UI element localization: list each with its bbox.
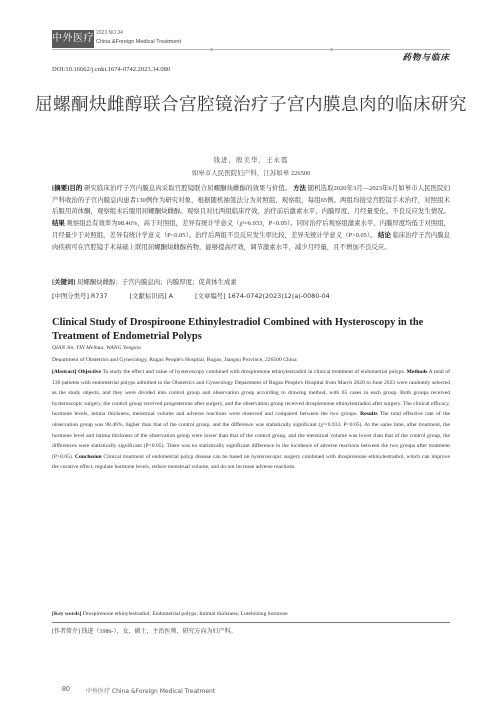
document-code: [文献标识码] A	[129, 292, 173, 300]
objective-label: 目的	[69, 185, 83, 192]
keywords-english	[52, 611, 450, 617]
footnote-rule	[52, 622, 450, 623]
footer-journal-name: 中外医疗 China &Foreign Medical Treatment	[86, 688, 216, 695]
header-rule-dot	[330, 48, 333, 51]
abstract-label: [摘要]	[52, 185, 70, 192]
doi: DOI:10.16662/j.cnki.1674-0742.2023.34.080	[52, 66, 171, 73]
header-rule	[52, 49, 450, 50]
results-label: Results	[360, 411, 378, 418]
conclusion-label: 结论	[378, 231, 391, 239]
objective-text: 研究临床治疗子宫内膜息肉采取宫腔镜联合屈螺酮炔雌醇的效果与价值。	[84, 185, 292, 192]
keywords-chinese	[52, 277, 450, 286]
title-chinese: 屈螺酮炔雌醇联合宫腔镜治疗子宫内膜息肉的临床研究	[35, 95, 467, 115]
column-tag: 药物与临床	[402, 52, 450, 62]
conclusion-label: Conclusion	[74, 453, 102, 460]
header-rule-dot	[210, 48, 213, 51]
methods-text: A total of 130 patients with endometrial polyps admitted to the Obstetrics and Gynecology Department of Rugao People's Hospital from March 2020 to June 2023 were randomly selected as the study objects, and they were divided into control group and observation group according to drawing method, with 65 cases in each group. Both groups received hysteroscopic surgery, the control group received progesterone after surgery, and the observation group received drospirenone ethinylestradiol after surgery. The clinical efficacy, hormone levels, intima thickness, menstrual volume and adverse reactions were observed and compared between the two groups.	[52, 369, 450, 418]
abstract-label: [Abstract]	[52, 369, 77, 375]
objective-text: To study the effect and value of hysteroscopy combined with drospirenone ethinylestradiol in clinical treatment of endometrial polyps.	[102, 369, 406, 375]
affiliation-chinese: 如皋市人民医院妇产科，江苏如皋 226500	[191, 170, 311, 177]
conclusion-text: Clinical treatment of endometrial polyp disease can be based on hysteroscopic surgery combined with drospirenone ethinylestradiol, which can improve the curative effect, regulate hormone levels, reduce menstrual volume, and do not increase adverse reactions.	[52, 453, 450, 471]
abstract-chinese	[52, 183, 450, 253]
results-text: The total effective rate of the observation group was 98.46%, higher than that of the control group, and the difference was statistically significant (χ²=6.933, P<0.05). At the same time, after treatment, the hormone level and intima thickness of the observation group were lower than that of the control group, and the menstrual volume was lower than that of the control group, the differences were statistically significant (P<0.05). There was no statistically significant difference in the incidence of adverse reactions between the two groups after treatment (P>0.05).	[52, 411, 450, 460]
abstract-english	[52, 367, 450, 473]
keywords-label: [Key words]	[52, 611, 82, 617]
conclusion-text: 临床治疗子宫内膜息肉疾病可在宫腔镜手术基础上联用屈螺酮炔雌醇药物，能够提高疗效，调节激素水平，减少月经量，且不增加不良反应。	[52, 231, 450, 251]
affiliation-english: Department of Obstetrics and Gynecology, Rugao People's Hospital, Rugao, Jiangsu Province, 226500 China	[52, 357, 297, 363]
results-text: 观察组总有效率为98.46%，高于对照组，差异有统计学意义（χ²=6.933，P<0.05）。同时治疗后观察组激素水平、内膜厚度均低于对照组，月经量少于对照组，差异有统计学意义（P<0.05）。治疗后两组不良反应发生率比较，差异无统计学意义（P>0.05）。	[52, 220, 451, 239]
article-number: [文章编号] 1674-0742(2023)12(a)-0080-04	[195, 292, 330, 300]
journal-logo: 中外医疗	[52, 30, 94, 48]
issue-number: 2023 NO.34	[96, 30, 123, 36]
keywords-text: Drospirenone ethinylestradiol; Endometrial polyps; Intimal thickness; Luteinizing hormone	[82, 611, 288, 617]
classification-codes	[52, 291, 450, 300]
methods-text: 随机选取2020年3月—2023年6月如皋市人民医院妇产科收治的子宫内膜息肉患者130例作为研究对象，根据随机抽签法分为对照组、观察组，每组65例。两组均接受宫腔镜手术治疗，对照组术后服用黄体酮，观察组术后服用屈螺酮炔雌醇。观察且对比两组临床疗效、治疗前后激素水平、内膜厚度、月经量变化、不良反应发生情况。	[52, 185, 450, 216]
methods-label: Methods	[406, 369, 428, 375]
keywords-text: 屈螺酮炔雌醇；子宫内膜息肉；内膜厚度；促黄体生成素	[77, 279, 237, 286]
objective-label: Objective	[78, 369, 102, 375]
journal-english-name: China &Foreign Medical Treatment	[96, 39, 181, 45]
page-number: 80	[62, 686, 70, 693]
authors-chinese: 钱进，殷美华，王永霞	[213, 157, 289, 164]
methods-label: 方法	[293, 185, 307, 192]
clc-number: [中图分类号] R737	[52, 292, 108, 300]
authors-english: QIAN Jin, YIN Meihua, WANG Yongxia	[52, 345, 141, 351]
title-english: Clinical Study of Drospiroone Ethinylestradiol Combined with Hysteroscopy in the Treatment of Endometrial Polyps	[52, 317, 424, 342]
author-footnote: [作者简介] 钱进（1986-），女，硕士，主治医师，研究方向为妇产科。	[52, 629, 237, 635]
keywords-label: [关键词]	[52, 279, 76, 286]
results-label: 结果	[52, 220, 65, 228]
